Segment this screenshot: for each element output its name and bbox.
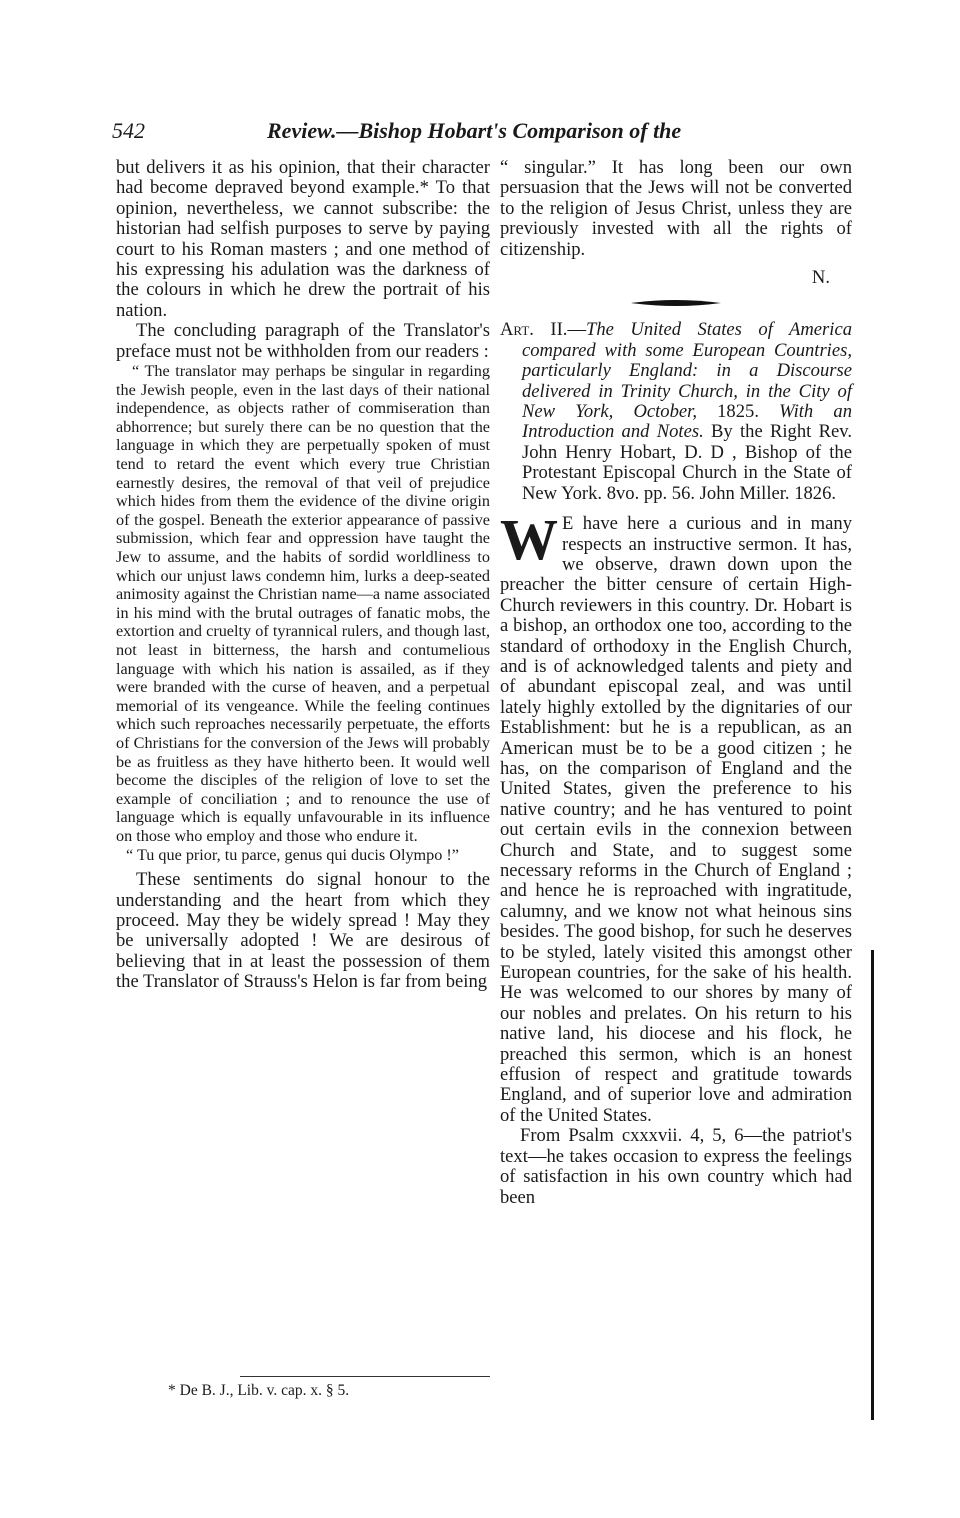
left-column <box>116 158 490 993</box>
margin-rule <box>871 950 874 1420</box>
article-label: Art. II. <box>500 319 568 341</box>
signature: N. <box>811 267 830 289</box>
page-header <box>112 118 712 148</box>
right-paragraph-2 <box>500 507 852 1126</box>
block-quote: “ The translator may perhaps be singular in regarding the Jewish people, even in the last days of their national independence, as objects rather of commiseration than abhorrence; but surely there can be no question that the language in which they are perpetually spoken of must tend to retard the event which every true Christian earnestly desires, the removal of that veil of prejudice which hides from them the evidence of the divine origin of the gospel. Beneath the exterior appearance of passive submission, which fear and oppression have taught the Jew to assume, and the habits of sordid worldliness to which our unjust laws condemn him, lurks a deep-seated animosity against the Christian name—a name associated in his mind with the brutal outrages of fanatic mobs, the extortion and cruelty of tyrannical rulers, and though last, not least in bitterness, the harsh and contumelious language with which his nation is assailed, as if they were branded with the curse of heaven, and a perpetual memorial of its vengeance. While the feeling continues which such reproaches necessarily perpetuate, the efforts of Christians for the conversion of the Jews will probably be as fruitless as they have hitherto been. It would well become the disciples of the religion of love to set the example of conciliation ; and to renounce the use of language which is equally unfavourable in its influence on those who employ and those who endure it. <box>116 362 490 845</box>
right-paragraph-1: “ singular.” It has long been our own persuasion that the Jews will not be converted to the religion of Jesus Christ, unless they are previously invested with all the rights of citizenship. <box>500 157 852 260</box>
left-paragraph-2: The concluding paragraph of the Translator's preface must not be withholden from our readers : <box>116 320 490 362</box>
article-year: 1825. <box>696 401 780 423</box>
article-title: The United States of America compared with some European Countries, particularly England: in a Discourse delivered in Trinity Church, in the City of New York, October, <box>522 319 853 423</box>
page-number: 542 <box>112 118 145 143</box>
right-paragraph-2-text: E have here a curious and in many respects an instructive sermon. It has, we observe, drawn down upon the preacher the bitter censure of certain High-Church reviewers in this country. Dr. Hobart is a bishop, an orthodox one too, according to the standard of orthodoxy in the English Church, and is of acknowledged talents and piety and of abundant episcopal zeal, and was until lately highly extolled by the dignitaries of our Establishment: but he is a republican, as an American must be to be a good citizen ; he has, on the comparison of England and the United States, given the preference to his native country; and he has ventured to point out certain evils in the connexion between Church and State, and to suggest some necessary reforms in the Church of England ; and hence he is reproached with ingratitude, calumny, and we know not what heinous sins besides. The good bishop, for such he deserves to be styled, lately visited this amongst other European countries, for the sake of his health. He was welcomed to our shores by many of our nobles and prelates. On his return to his native land, his diocese and his flock, he preached this sermon, which is an honest effusion of respect and gratitude towards England, and of superior love and admiration of the United States. <box>500 513 852 1126</box>
right-column <box>500 158 852 1208</box>
article-author: By the Right Rev. John Henry Hobart, D. D , Bishop of the Protestant Episcopal Church in the State of New York. 8vo. pp. 56. John Miller. 1826. <box>522 421 852 504</box>
article-introduction: With an Introduction and Notes. <box>522 401 852 443</box>
article-dash: — <box>567 319 587 341</box>
running-head: Review.—Bishop Hobart's Comparison of the <box>267 118 682 143</box>
right-paragraph-3: From Psalm cxxxvii. 4, 5, 6—the patriot's text—he takes occasion to express the feelings of satisfaction in his own country which had been <box>500 1125 852 1208</box>
footnote-rule <box>240 1376 490 1377</box>
article-heading <box>500 320 852 504</box>
footnote: * De B. J., Lib. v. cap. x. § 5. <box>168 1382 350 1399</box>
left-paragraph-3: These sentiments do signal honour to the understanding and the heart from which they proceed. May they be widely spread ! May they be universally adopted ! We are desirous of believing that in at least the possession of them the Translator of Strauss's Helon is far from being <box>116 869 490 993</box>
section-divider-ornament <box>631 298 721 308</box>
left-paragraph-1: but delivers it as his opinion, that their character had become depraved beyond example.* To that opinion, nevertheless, we cannot subscribe: the historian had selfish purposes to serve by paying court to his Roman masters ; and one method of his expressing his adulation was the darkness of the colours in which he drew the portrait of his nation. <box>116 157 490 321</box>
latin-verse: “ Tu que prior, tu parce, genus qui ducis Olympo !” <box>126 845 459 864</box>
drop-cap: W <box>500 507 558 573</box>
